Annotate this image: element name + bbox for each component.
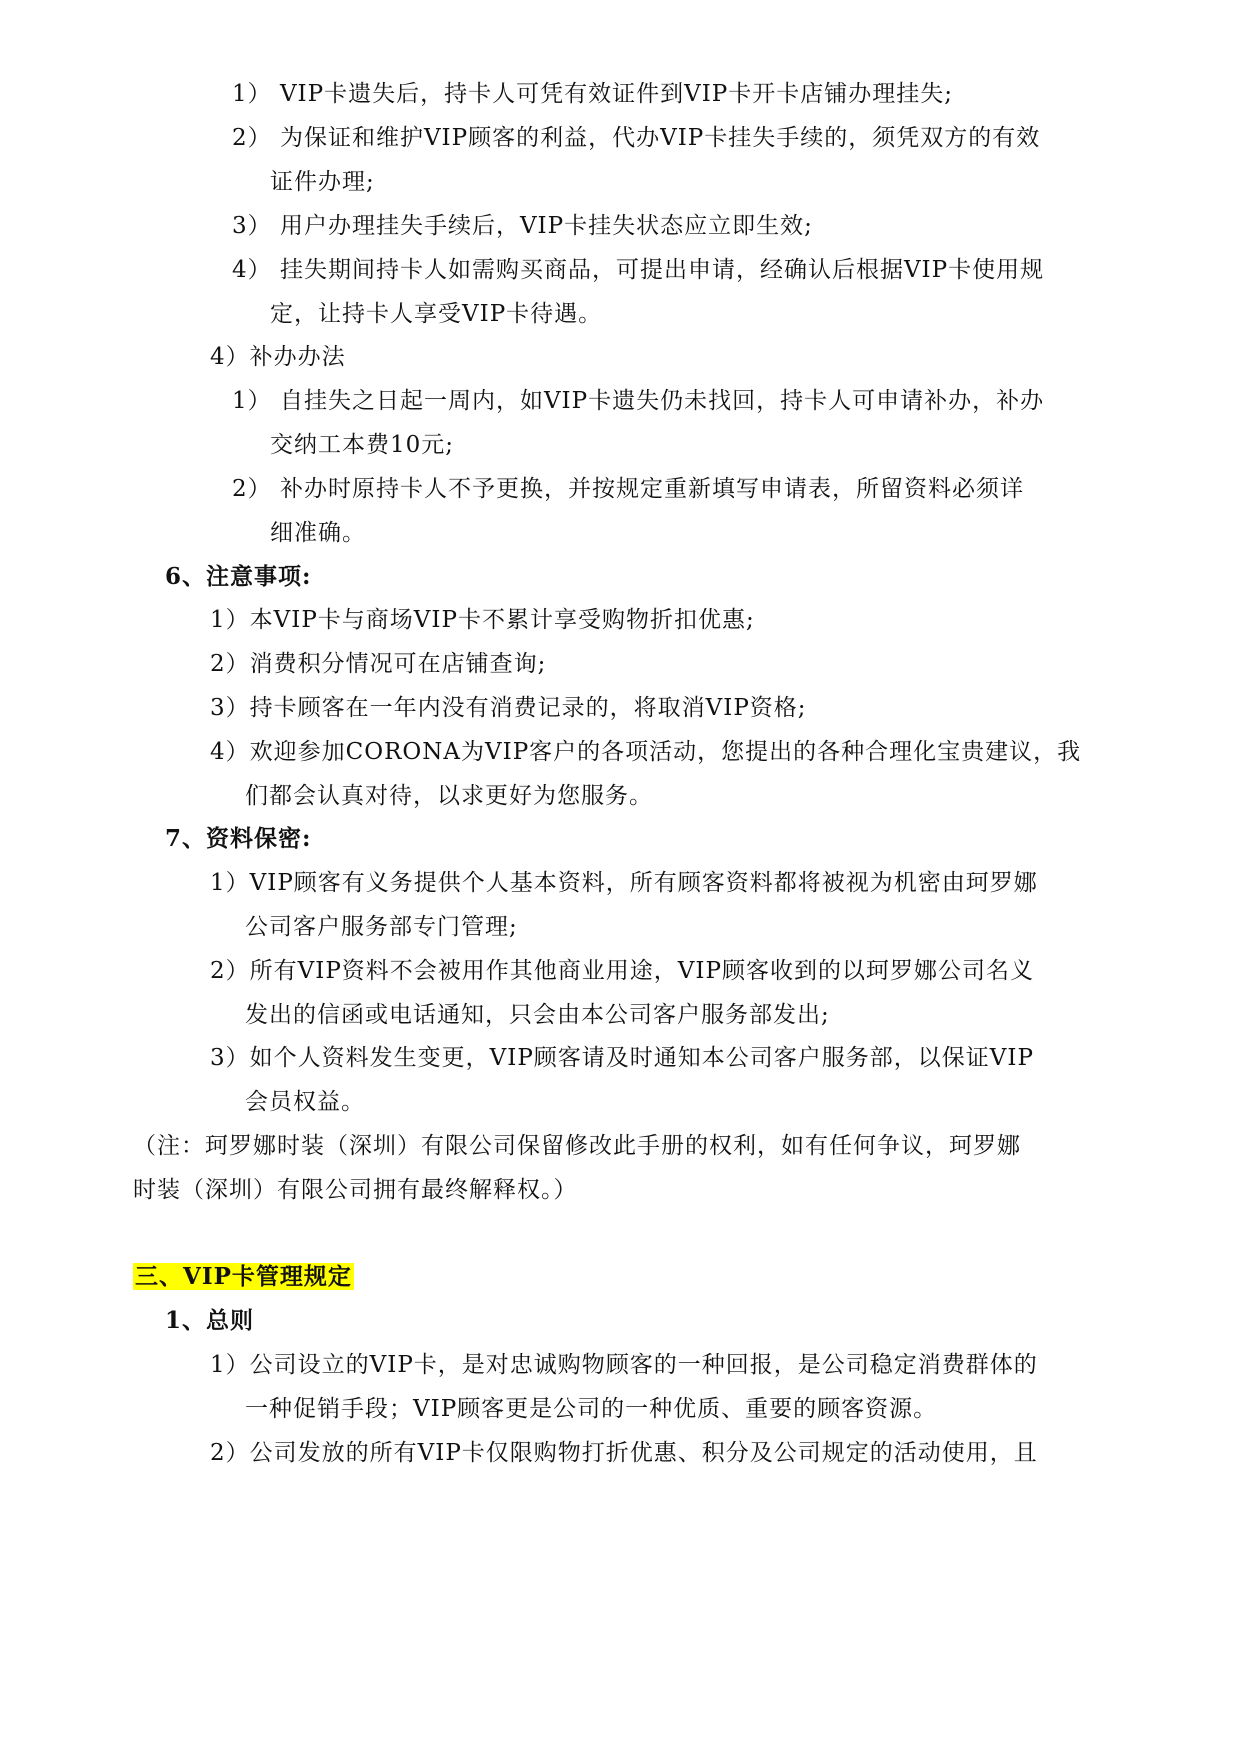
footnote-line-2: 时装（深圳）有限公司拥有最终解释权。）	[133, 1177, 578, 1203]
privacy-item-3: 3）如个人资料发生变更，VIP顾客请及时通知本公司客户服务部，以保证VIP	[210, 1045, 1034, 1071]
section-6-heading: 6、注意事项:	[165, 563, 312, 590]
notice-item-1: 1）本VIP卡与商场VIP卡不累计享受购物折扣优惠;	[210, 607, 755, 633]
reissue-item-2: 2） 补办时原持卡人不予更换，并按规定重新填写申请表，所留资料必须详	[232, 476, 1024, 502]
privacy-item-1-cont: 公司客户服务部专门管理;	[245, 914, 518, 940]
privacy-item-3-cont: 会员权益。	[245, 1089, 365, 1115]
chapter-3-heading	[133, 1262, 354, 1292]
reissue-item-2-cont: 细准确。	[270, 520, 366, 546]
general-item-1: 1）公司设立的VIP卡，是对忠诚购物顾客的一种回报，是公司稳定消费群体的	[210, 1352, 1038, 1378]
reissue-heading: 4）补办办法	[210, 344, 346, 370]
general-item-2: 2）公司发放的所有VIP卡仅限购物打折优惠、积分及公司规定的活动使用，且	[210, 1440, 1038, 1466]
notice-item-4-cont: 们都会认真对待，以求更好为您服务。	[245, 783, 653, 809]
loss-item-4: 4） 挂失期间持卡人如需购买商品，可提出申请，经确认后根据VIP卡使用规	[232, 257, 1045, 283]
notice-item-4: 4）欢迎参加CORONA为VIP客户的各项活动，您提出的各种合理化宝贵建议，我	[210, 739, 1082, 765]
privacy-item-2-cont: 发出的信函或电话通知，只会由本公司客户服务部发出;	[245, 1002, 830, 1028]
loss-item-4-cont: 定，让持卡人享受VIP卡待遇。	[270, 301, 603, 327]
reissue-item-1-cont: 交纳工本费10元;	[270, 432, 455, 458]
privacy-item-1: 1）VIP顾客有义务提供个人基本资料，所有顾客资料都将被视为机密由珂罗娜	[210, 870, 1038, 896]
chapter-3-heading-text: 三、VIP卡管理规定	[135, 1263, 352, 1290]
notice-item-3: 3）持卡顾客在一年内没有消费记录的，将取消VIP资格;	[210, 695, 807, 721]
general-heading: 1、总则	[165, 1307, 255, 1334]
general-item-1-cont: 一种促销手段；VIP顾客更是公司的一种优质、重要的顾客资源。	[245, 1396, 938, 1422]
reissue-item-1: 1） 自挂失之日起一周内，如VIP卡遗失仍未找回，持卡人可申请补办，补办	[232, 388, 1045, 414]
section-7-heading: 7、资料保密:	[165, 825, 312, 852]
loss-item-2: 2） 为保证和维护VIP顾客的利益，代办VIP卡挂失手续的，须凭双方的有效	[232, 125, 1041, 151]
footnote-line-1: （注：珂罗娜时装（深圳）有限公司保留修改此手册的权利，如有任何争议，珂罗娜	[133, 1133, 1021, 1159]
loss-item-1: 1） VIP卡遗失后，持卡人可凭有效证件到VIP卡开卡店铺办理挂失;	[232, 81, 954, 107]
loss-item-2-cont: 证件办理;	[270, 169, 375, 195]
privacy-item-2: 2）所有VIP资料不会被用作其他商业用途，VIP顾客收到的以珂罗娜公司名义	[210, 958, 1034, 984]
loss-item-3: 3） 用户办理挂失手续后，VIP卡挂失状态应立即生效;	[232, 213, 813, 239]
notice-item-2: 2）消费积分情况可在店铺查询;	[210, 651, 547, 677]
